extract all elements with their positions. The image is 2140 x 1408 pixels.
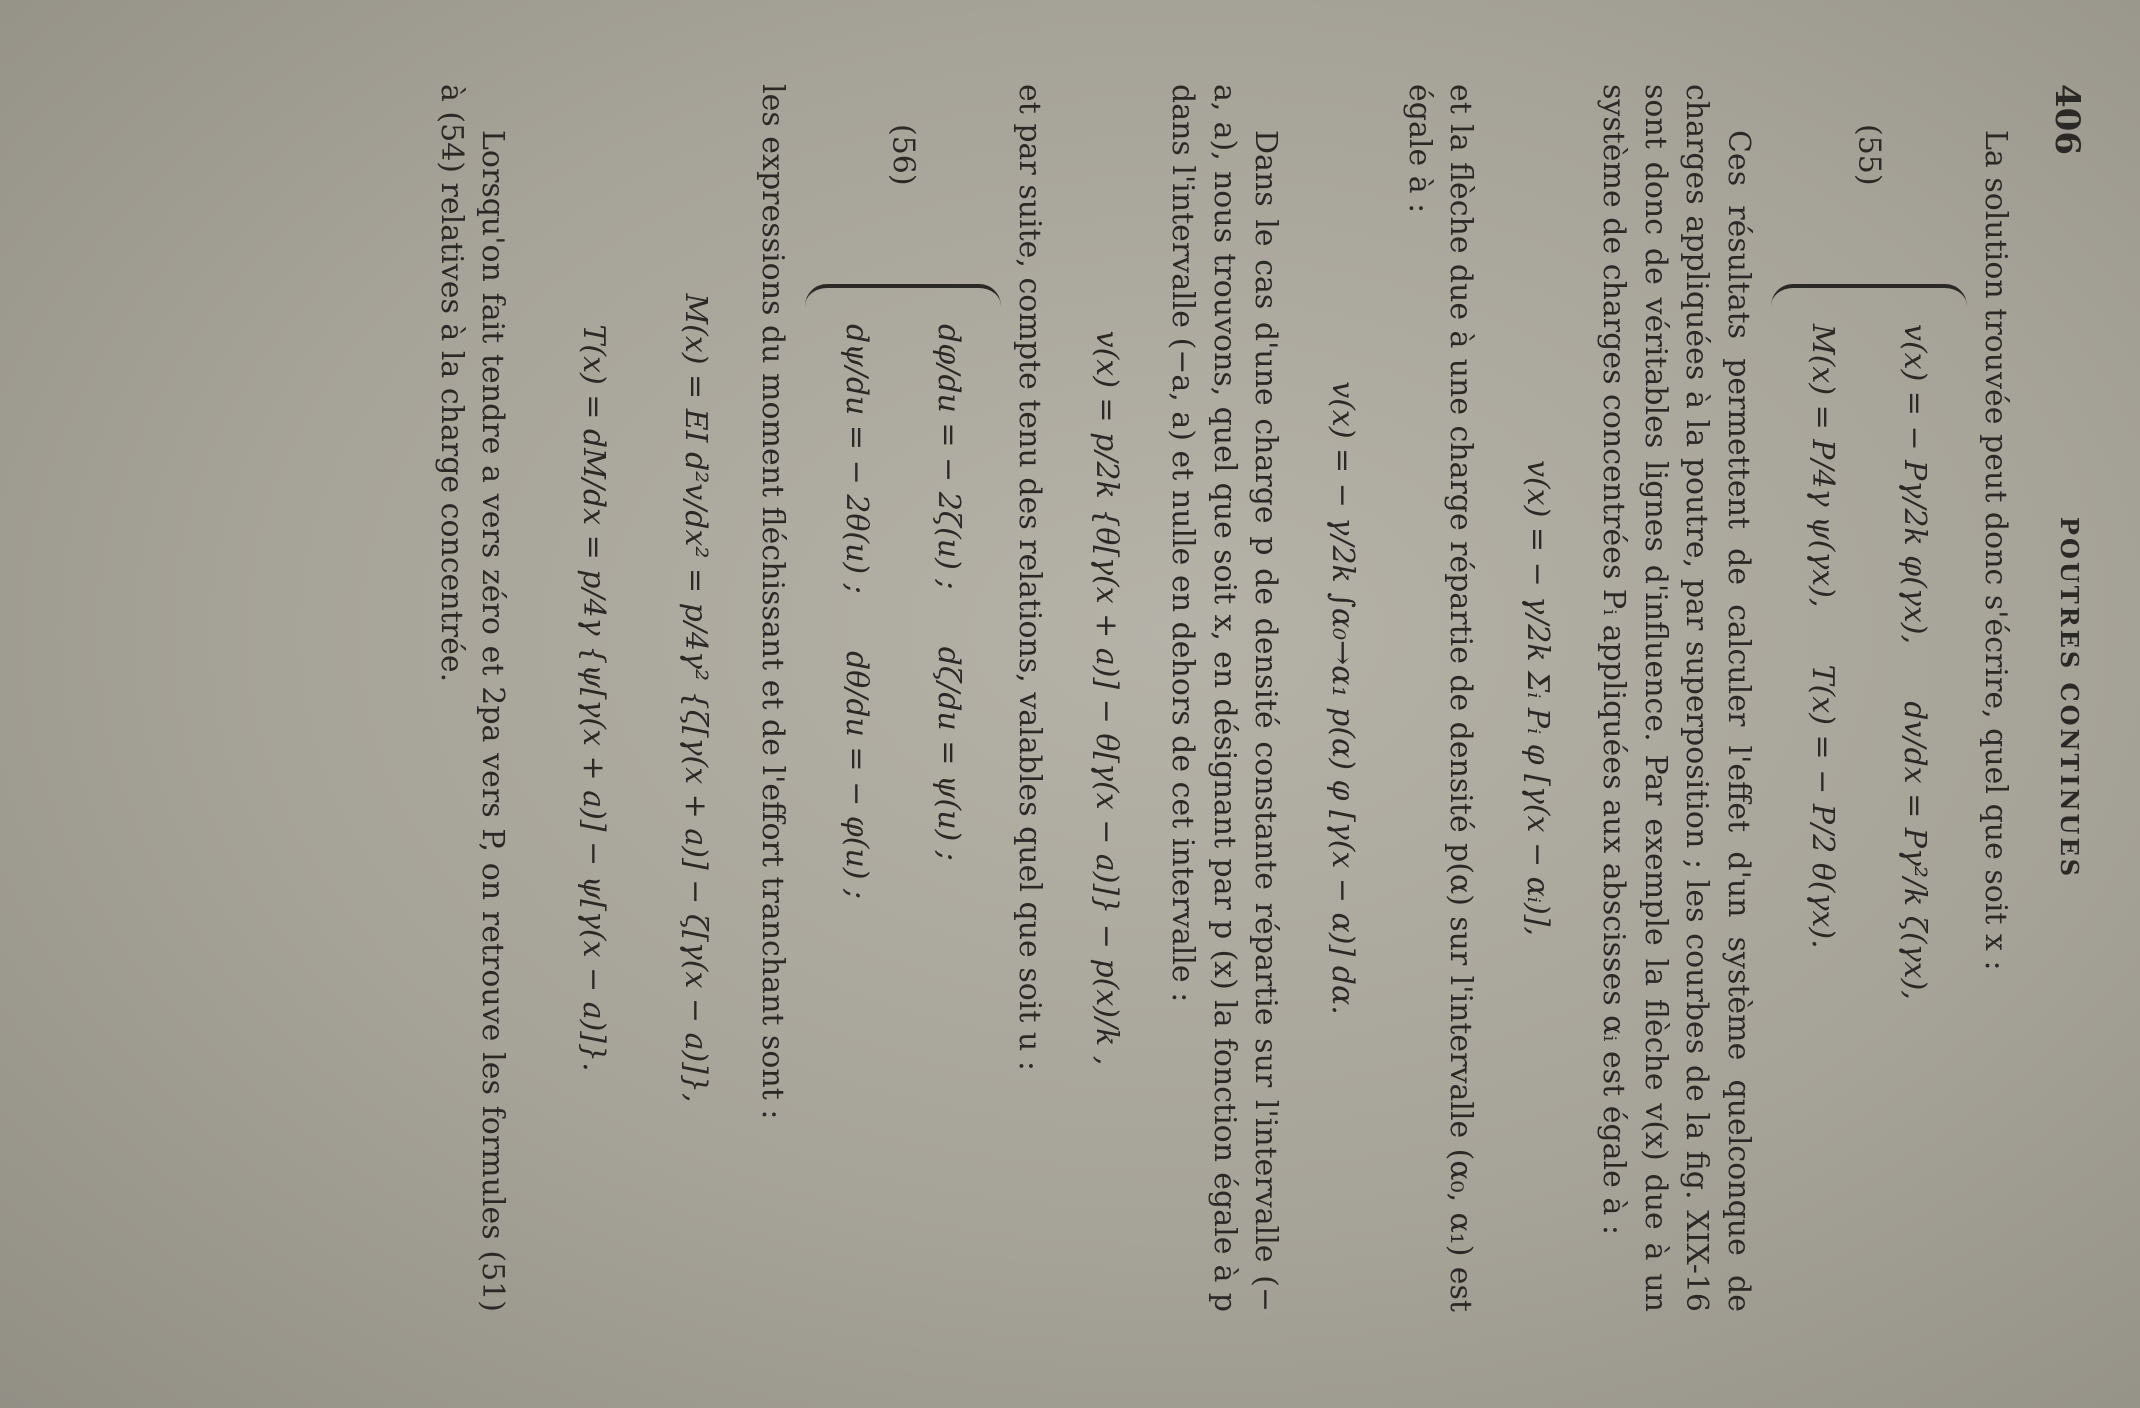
equation-line: v(x) = − Pγ/2k φ(γx), dv/dx = Pγ²/k ζ(γx), <box>1897 324 1933 1000</box>
spacer <box>513 84 537 1312</box>
equation-shear: T(x) = dM/dx = p/4γ {ψ[γ(x + a)] − ψ[γ(x − a)]}. <box>576 324 612 1072</box>
equation-number: (55) <box>1851 124 1887 186</box>
paragraph-relations: et par suite, compte tenu des relations, valables quel que soit u : <box>1012 84 1048 1071</box>
brace-icon <box>1771 284 1967 312</box>
equation-55 <box>1777 84 1961 1312</box>
equation-number: (56) <box>885 124 921 186</box>
equation-line: M(x) = P/4γ ψ(γx), T(x) = − P/2 θ(γx). <box>1805 324 1841 949</box>
equation-integral: v(x) = − γ/2k ∫α₀→α₁ p(α) φ [γ(x − α)] dα. <box>1324 381 1360 1015</box>
paragraph-distributed-load: et la flèche due à une charge répartie de densité p(α) sur l'intervalle (α₀, α₁) est égale à : <box>1401 84 1479 1312</box>
equation-line: dφ/du = − 2ζ(u) ; dζ/du = ψ(u) ; <box>931 324 967 861</box>
page-number: 406 <box>2047 84 2087 155</box>
equation-line: dψ/du = − 2θ(u) ; dθ/du = − φ(u) ; <box>839 324 875 900</box>
paragraph-limit: Lorsqu'on fait tendre a vers zéro et 2pa vers P, on retrouve les formules (51) à (54) relatives à la charge concentrée. <box>433 84 511 1312</box>
intro-paragraph: La solution trouvée peut donc s'écrire, quel que soit x : <box>1978 130 2013 971</box>
paragraph-uniform-load: Dans le cas d'une charge p de densité constante répartie sur l'intervalle (− a, a), nous trouvons, quel que soit x, en désignant par p (x) la fonction égale à p dans l'intervalle (−a, a) et nulle en dehors de cet intervalle : <box>1165 84 1284 1312</box>
brace-icon <box>805 284 1001 312</box>
paragraph-expressions: les expressions du moment fléchissant et de l'effort tranchant sont : <box>754 84 790 1120</box>
running-title: POUTRES CONTINUES <box>2055 516 2084 880</box>
equation-56 <box>811 84 995 1312</box>
paragraph-superposition: Ces résultats permettent de calculer l'effet d'un système quelconque de charges appliquées à la poutre, par superposition ; les courbes de la fig. XIX-16 sont donc de véritables lignes d'influence. Par exemple la flèche v(x) due à un système de charges concentrées Pᵢ appliquées aux abscisses αᵢ est égale à : <box>1596 84 1756 1312</box>
page-header <box>2030 84 2090 1312</box>
equation-uniform: v(x) = p/2k {θ[γ(x + a)] − θ[γ(x − a)]} − p(x)/k , <box>1088 330 1124 1066</box>
page-content <box>421 84 2090 1312</box>
equation-moment: M(x) = EI d²v/dx² = p/4γ² {ζ[γ(x + a)] − ζ[γ(x − a)]}, <box>678 293 714 1103</box>
equation-sum: v(x) = − γ/2k Σᵢ Pᵢ φ [γ(x − αᵢ)], <box>1519 460 1555 936</box>
